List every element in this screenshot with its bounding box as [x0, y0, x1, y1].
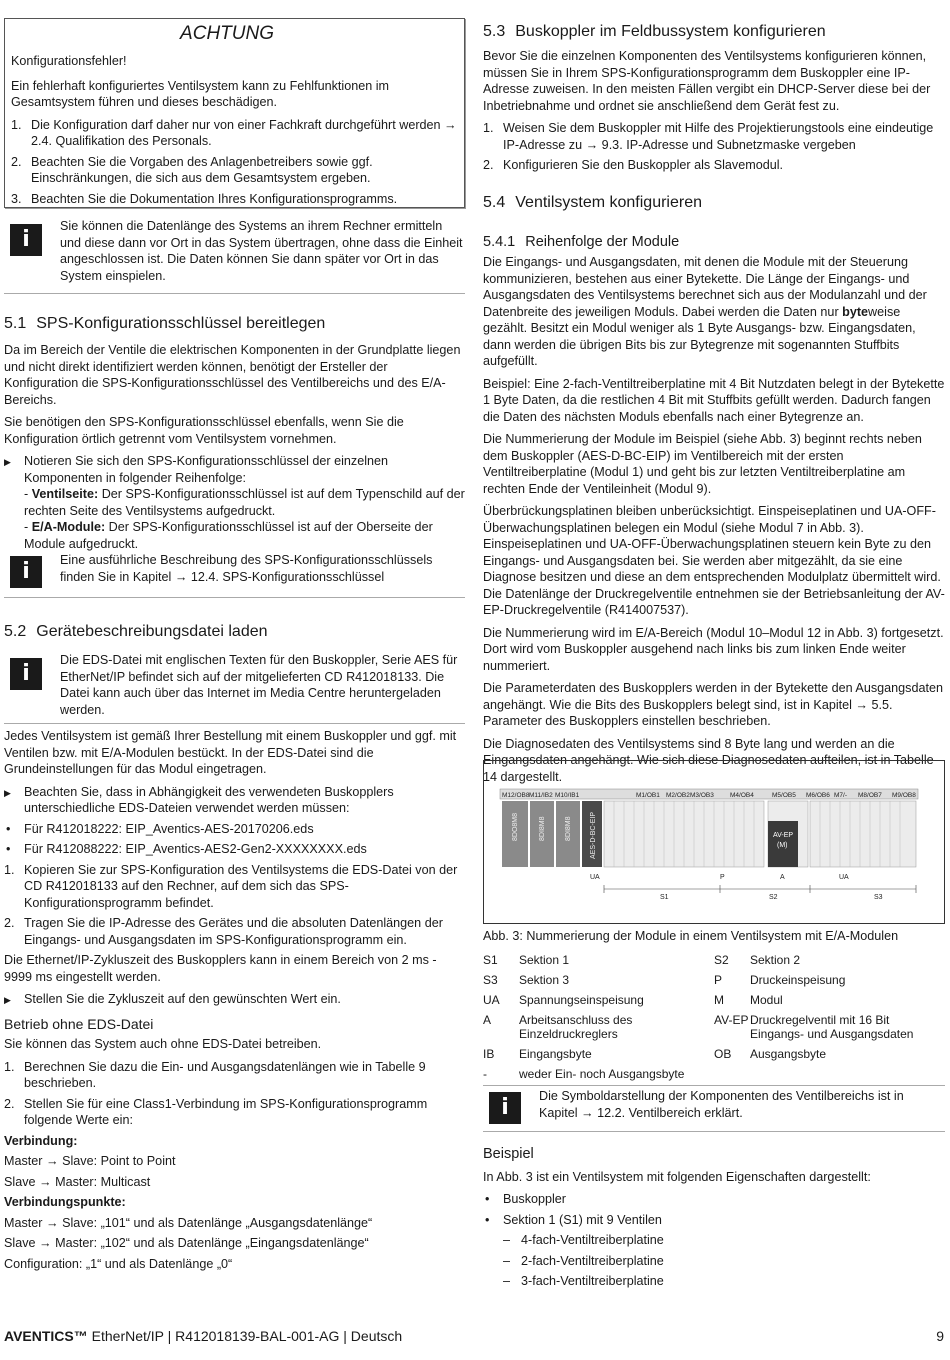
- paragraph: Die Parameterdaten des Buskopplers werden in der Bytekette den Ausgangsdaten angehängt. Wie die Bits des Buskopplers belegt sind, ist in Kapitel → 5.5. Parameter des Buskopplers einstellen beschrieben.: [483, 681, 943, 728]
- section-heading-5-1: 5.1 SPS-Konfigurationsschlüssel bereitlegen: [4, 315, 326, 332]
- warning-body: [11, 53, 457, 211]
- module-numbering-figure: [483, 760, 945, 924]
- svg-text:S2: S2: [769, 894, 778, 901]
- list-item: • Sektion 1 (S1) mit 9 Ventilen: [483, 1212, 945, 1229]
- svg-text:(M): (M): [777, 842, 788, 849]
- info-icon: i: [10, 224, 42, 256]
- list-item: 2. Beachten Sie die Vorgaben des Anlagenbetreibers sowie ggf. Einschränkungen, die sich aus dem Gesamtsystem ergeben.: [11, 154, 373, 185]
- top-label: M8/OB7: [858, 792, 882, 799]
- paragraph: In Abb. 3 ist ein Ventilsystem mit folgenden Eigenschaften dargestellt:: [483, 1169, 871, 1184]
- warning-subtitle: Konfigurationsfehler!: [11, 54, 127, 68]
- paragraph: Slave → Master: „102“ und als Datenlänge „Eingangsdatenlänge“: [4, 1236, 369, 1250]
- list-item: 1. Weisen Sie dem Buskoppler mit Hilfe des Projektierungstools eine eindeutige IP-Adresse zu → 9.3. IP-Adresse und Subnetzmaske vergeben: [483, 121, 934, 152]
- section-heading-5-3: 5.3 Buskoppler im Feldbussystem konfigurieren: [483, 23, 826, 40]
- brand: AVENTICS™: [4, 1328, 88, 1344]
- legend-table: [483, 951, 945, 1086]
- figure-caption: Abb. 3: Nummerierung der Module in einem Ventilsystem mit E/A-Modulen: [483, 929, 899, 943]
- paragraph: Configuration: „1“ und als Datenlänge „0“: [4, 1256, 233, 1271]
- warning-text: Ein fehlerhaft konfiguriertes Ventilsystem kann zu Fehlfunktionen im Gesamtsystem führen und dieses beschädigen.: [11, 78, 390, 109]
- page-number: 9: [936, 1328, 944, 1344]
- list-item: • Für R412018222: EIP_Aventics-AES-20170206.eds: [4, 821, 465, 838]
- paragraph: Jedes Ventilsystem ist gemäß Ihrer Bestellung mit einem Buskoppler und ggf. mit Ventilen bzw. mit E/A-Modulen bestückt. In der EDS-Datei sind die Grundeinstellungen für das Modul eingetragen.: [4, 729, 457, 776]
- top-label: M4/OB4: [730, 792, 754, 799]
- paragraph: Die Nummerierung der Module im Beispiel (siehe Abb. 3) beginnt rechts neben dem Buskoppler (AES-D-BC-EIP) im Ventilbereich mit der ersten Ventiltreiberplatine (Modul 1) und geht bis zur letzten Ventiltreiberplatine am rechten Ende der Ventileinheit (Modul 9).: [483, 432, 922, 496]
- svg-text:8DI8M8: 8DI8M8: [539, 816, 546, 841]
- list-item: 1. Berechnen Sie dazu die Ein- und Ausgangsdatenlängen wie in Tabelle 9 beschrieben.: [4, 1059, 426, 1090]
- svg-text:P: P: [720, 874, 725, 881]
- info-icon: i: [10, 556, 42, 588]
- info-text: Sie können die Datenlänge des Systems an ihrem Rechner ermitteln und diese dann vor Ort in das System übertragen, ohne dass die Einheit angeschlossen ist. Die Daten können Sie dann später vor Ort in das System einspielen.: [60, 219, 463, 283]
- paragraph: Master → Slave: Point to Point: [4, 1154, 176, 1168]
- valve-plates: [604, 801, 916, 867]
- list-item: 3. Beachten Sie die Dokumentation Ihres Konfigurationsprogramms.: [11, 191, 398, 206]
- list-item: 2. Stellen Sie für eine Class1-Verbindung im SPS-Konfigurationsprogramm folgende Werte ein:: [4, 1096, 428, 1127]
- paragraph: Die Ethernet/IP-Zykluszeit des Buskopplers kann in einem Bereich von 2 ms - 9999 ms eingestellt werden.: [4, 953, 437, 984]
- top-label: M5/OB5: [772, 792, 796, 799]
- info-icon: i: [10, 658, 42, 690]
- list-item: 1. Kopieren Sie zur SPS-Konfiguration des Ventilsystems die EDS-Datei von der CD R412018133 auf den Rechner, auf dem sich das SPS-Konfigurationsprogramm befindet.: [4, 862, 458, 910]
- paragraph: Sie benötigen den SPS-Konfigurationsschlüssel ebenfalls, wenn Sie die Konfiguration örtlich getrennt vom Ventilsystem vornehmen.: [4, 415, 404, 446]
- svg-text:8DO8M8: 8DO8M8: [512, 812, 519, 841]
- section-heading-5-4: 5.4 Ventilsystem konfigurieren: [483, 194, 703, 211]
- valve-system-diagram: [484, 761, 944, 923]
- section-5-2-body: [4, 728, 465, 1276]
- info-note: [4, 652, 465, 724]
- list-item: – 4-fach-Ventiltreiberplatine: [483, 1232, 945, 1249]
- list-item: ▶ Beachten Sie, dass in Abhängigkeit des verwendeten Buskopplers unterschiedliche EDS-Dateien verwendet werden müssen:: [4, 784, 465, 817]
- paragraph: Master → Slave: „101“ und als Datenlänge „Ausgangsdatenlänge“: [4, 1215, 373, 1230]
- info-note: [4, 552, 465, 598]
- label: Verbindung:: [4, 1133, 78, 1148]
- top-label: M9/OB8: [892, 792, 916, 799]
- paragraph: Bevor Sie die einzelnen Komponenten des Ventilsystems konfigurieren können, müssen Sie in Ihrem SPS-Konfigurationsprogramm dem Buskoppler eine IP-Adresse zuweisen. In den meisten Fällen vergibt ein DHCP-Server diese bei der Inbetriebnahme und ordnet sie anschließend dem Gerät fest zu.: [483, 49, 931, 113]
- info-note: [483, 1088, 945, 1132]
- info-icon: i: [489, 1092, 521, 1124]
- svg-text:S3: S3: [874, 894, 883, 901]
- label: Verbindungspunkte:: [4, 1195, 126, 1209]
- list-item: ▶ Stellen Sie die Zykluszeit auf den gewünschten Wert ein.: [4, 991, 465, 1008]
- warning-list: [11, 117, 457, 208]
- info-text: Die EDS-Datei mit englischen Texten für den Buskoppler, Serie AES für EtherNet/IP befindet sich auf der mitgelieferten CD R412018133. Die Datei kann auch über das Internet im Media Centre heruntergeladen werden.: [60, 653, 458, 717]
- paragraph: Überbrückungsplatinen bleiben unberücksichtigt. Einspeiseplatinen und UA-OFF-Überwachungsplatinen belegen ein Modul (siehe Modul 7 in Abb. 3). Einspeiseplatinen und UA-OFF-Überwachungsplatinen steuern kein Byte zu den Eingangs- und Ausgangsdaten bei. Sie werden aber mitgezählt, da sie eine Diagnose besitzen und diese an dem entsprechenden Modulplatz übermittelt wird. Die Datenlänge der Druckregelventile entnehmen sie der Betriebsanleitung der AV-EP-Druckregelventile (R414007537).: [483, 504, 945, 617]
- example-section: [483, 1146, 945, 1294]
- paragraph: Die Diagnosedaten des Ventilsystems sind 8 Byte lang und werden an die Eingangsdaten angehängt. Wie sich diese Diagnosedaten aufteilen, ist in Tabelle 14 dargestellt.: [483, 736, 934, 784]
- top-label: M10/IB1: [555, 792, 580, 799]
- svg-text:S1: S1: [660, 894, 669, 901]
- svg-text:AES-D-BC-EIP: AES-D-BC-EIP: [590, 811, 597, 859]
- table-row: UA Spannungseinspeisung M Modul: [483, 993, 783, 1007]
- subheading: Betrieb ohne EDS-Datei: [4, 1015, 154, 1032]
- top-label: M3/OB3: [690, 792, 714, 799]
- svg-text:UA: UA: [839, 874, 849, 881]
- list-item: • Buskoppler: [483, 1191, 945, 1208]
- info-text: Eine ausführliche Beschreibung des SPS-Konfigurationsschlüssels finden Sie in Kapitel → 12.4. SPS-Konfigurationsschlüssel: [60, 553, 433, 584]
- top-label: M7/-: [834, 792, 847, 799]
- paragraph: Sie können das System auch ohne EDS-Datei betreiben.: [4, 1037, 322, 1051]
- paragraph: Da im Bereich der Ventile die elektrischen Komponenten in der Grundplatte liegen und nicht direkt identifiziert werden können, benötigt der Ersteller der Konfiguration die SPS-Konfigurationsschlüssel des Ventilbereichs und des E/A-Bereichs.: [4, 343, 461, 407]
- svg-text:AV-EP: AV-EP: [773, 832, 794, 839]
- top-label: M1/OB1: [636, 792, 660, 799]
- table-row: A Arbeitsanschluss des Einzeldruckreglers AV-EP Druckregelventil mit 16 Bit Eingangs- und Ausgangsdaten: [483, 1013, 914, 1041]
- section-5-3-body: [483, 48, 945, 178]
- list-item: • Für R412088222: EIP_Aventics-AES2-Gen2-XXXXXXXX.eds: [4, 841, 465, 858]
- top-label: M11/IB2: [529, 792, 553, 799]
- table-row: IB Eingangsbyte OB Ausgangsbyte: [483, 1047, 827, 1061]
- paragraph: Die Nummerierung wird im E/A-Bereich (Modul 10–Modul 12 in Abb. 3) fortgesetzt. Dort wird vom Buskoppler ausgehend nach links bis zum linken Ende weiter nummeriert.: [483, 625, 944, 673]
- list-item: 1. Die Konfiguration darf daher nur von einer Fachkraft durchgeführt werden → 2.4. Qualifikation des Personals.: [11, 117, 457, 148]
- paragraph: Die Eingangs- und Ausgangsdaten, mit denen die Module mit der Steuerung kommunizieren, bestehen aus einer Bytekette. Die Länge der Eingangs- und Ausgangsdaten des Ventilsystems berechnet sich aus der Modulanzahl und der Datenbreite des jeweiligen Moduls. Dabei werden die Daten nur byteweise gezählt. Besitzt ein Modul weniger als 1 Byte Ausgangs- bzw. Eingangsdaten, dann werden die übrigen Bits bis zur Bytegrenze mit sogenannten Stuffbits aufgefüllt.: [483, 255, 927, 368]
- subsection-heading-5-4-1: 5.4.1 Reihenfolge der Module: [483, 234, 680, 250]
- step-list: [4, 453, 465, 552]
- table-row: S1 Sektion 1 S2 Sektion 2: [483, 953, 801, 967]
- table-row: - weder Ein- noch Ausgangsbyte: [483, 1067, 685, 1081]
- page-footer: [4, 1328, 944, 1345]
- info-note: [4, 218, 465, 294]
- list-item: ▶ Notieren Sie sich den SPS-Konfigurationsschlüssel der einzelnen Komponenten in folgender Reihenfolge: - Ventilseite: Der SPS-Konfigurationsschlüssel ist auf dem Typenschild auf der rechten Seite des Ventilsystems aufgedruckt. - E/A-Module: Der SPS-Konfigurationsschlüssel ist auf der Oberseite der Module aufgedruckt.: [4, 453, 465, 552]
- info-text: Die Symboldarstellung der Komponenten des Ventilbereichs ist in Kapitel → 12.2. Ventilbereich erklärt.: [539, 1089, 904, 1120]
- list-item: 2. Konfigurieren Sie den Buskoppler als Slavemodul.: [483, 158, 784, 172]
- list-item: – 2-fach-Ventiltreiberplatine: [483, 1253, 945, 1270]
- list-item: – 3-fach-Ventiltreiberplatine: [483, 1273, 945, 1290]
- top-label: M12/OB8: [502, 792, 530, 799]
- list-item: 2. Tragen Sie die IP-Adresse des Gerätes und die absoluten Datenlängen der Eingangs- und Ausgangsdaten im SPS-Konfigurationsprogramm ein.: [4, 916, 443, 947]
- paragraph: Beispiel: Eine 2-fach-Ventiltreiberplatine mit 4 Bit Nutzdaten belegt in der Bytekette 1 Byte Daten, da die restlichen 4 Bit mit Stuffbits gefüllt werden. Dadurch fangen die Daten des nächsten Moduls ebenfalls nach einer Bytegrenze an.: [483, 376, 945, 424]
- table-row: S3 Sektion 3 P Druckeinspeisung: [483, 973, 846, 987]
- example-title: Beispiel: [483, 1146, 534, 1162]
- svg-text:A: A: [780, 874, 785, 881]
- svg-text:UA: UA: [590, 874, 600, 881]
- svg-text:8DI8M8: 8DI8M8: [565, 816, 572, 841]
- warning-title: ACHTUNG: [180, 23, 274, 44]
- paragraph: Slave → Master: Multicast: [4, 1174, 151, 1189]
- top-label: M2/OB2: [666, 792, 690, 799]
- footer-text: EtherNet/IP | R412018139-BAL-001-AG | Deutsch: [87, 1328, 403, 1344]
- section-5-4-body: [483, 254, 945, 791]
- section-5-1-body: [4, 342, 465, 556]
- section-heading-5-2: 5.2 Gerätebeschreibungsdatei laden: [4, 623, 268, 640]
- top-label: M6/OB6: [806, 792, 830, 799]
- warning-box: [4, 18, 465, 208]
